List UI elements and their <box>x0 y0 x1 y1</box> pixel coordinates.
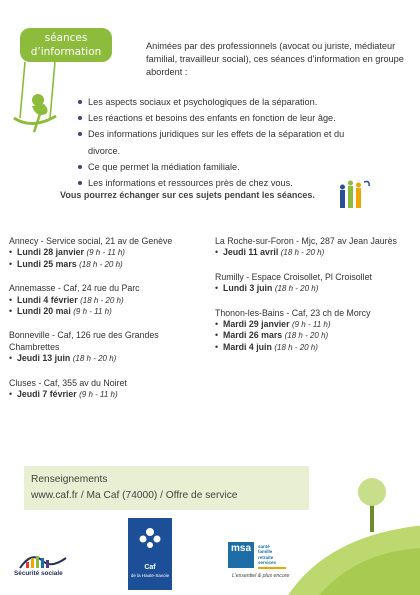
title-badge <box>20 28 112 62</box>
caf-label <box>128 564 172 580</box>
session-date: • Jeudi 11 avril (18 h - 20 h) <box>215 247 415 258</box>
caf-name: Caf <box>144 564 156 571</box>
place-name: Bonneville - Caf, 126 rue des Grandes Chambrettes <box>9 330 159 352</box>
list-item: Les réactions et besoins des enfants en fonction de leur âge. <box>78 110 378 126</box>
session-rumilly <box>215 272 415 295</box>
session-cluses <box>9 378 209 401</box>
place-name: Cluses - Caf, 355 av du Noiret <box>9 377 127 388</box>
session-annecy <box>9 236 209 270</box>
hill-tree-illustration <box>285 470 420 595</box>
info-box <box>24 466 309 510</box>
msa-tagline: L’essentiel & plus encore <box>232 573 290 579</box>
session-date: • Jeudi 13 juin (18 h - 20 h) <box>9 353 209 364</box>
session-date: • Mardi 26 mars (18 h - 20 h) <box>215 330 415 341</box>
list-item: Ce que permet la médiation familiale. <box>78 159 378 175</box>
place-name: La Roche-sur-Foron - Mjc, 287 av Jean Jaurès <box>215 236 397 246</box>
session-date: • Lundi 25 mars (18 h - 20 h) <box>9 259 209 270</box>
place-name: Rumilly - Espace Croisollet, Pl Croisollet <box>215 271 372 282</box>
list-item: Les aspects sociaux et psychologiques de la séparation. <box>78 94 378 110</box>
session-annemasse <box>9 283 209 317</box>
session-thonon <box>215 308 415 354</box>
caf-subtitle: de la Haute-Savoie <box>130 573 170 578</box>
place-name: Thonon-les-Bains - Caf, 23 ch de Morcy <box>215 307 371 318</box>
session-date: • Mardi 29 janvier (9 h - 11 h) <box>215 319 415 330</box>
session-date: • Lundi 20 mai (9 h - 11 h) <box>9 306 209 317</box>
session-la-roche <box>215 236 415 259</box>
msa-lines: santé famille retraite services <box>258 544 277 565</box>
session-date: • Lundi 3 juin (18 h - 20 h) <box>215 283 415 294</box>
caf-emblem-icon <box>136 524 164 554</box>
list-item: Des informations juridiques sur les effets de la séparation et du divorce. <box>78 126 378 158</box>
place-name: Annemasse - Caf, 24 rue du Parc <box>9 283 140 294</box>
session-date: • Mardi 4 juin (18 h - 20 h) <box>215 342 415 353</box>
sessions-left <box>9 236 209 413</box>
session-date: • Lundi 4 février (18 h - 20 h) <box>9 295 209 306</box>
session-date: • Lundi 28 janvier (9 h - 11 h) <box>9 247 209 258</box>
title-line-2: d’information <box>30 46 102 58</box>
session-bonneville <box>9 330 209 364</box>
info-link[interactable]: www.caf.fr / Ma Caf (74000) / Offre de service <box>31 489 238 501</box>
exchange-text: Vous pourrez échanger sur ces sujets pendant les séances. <box>60 190 315 200</box>
list-item: Les informations et ressources près de chez vous. <box>78 175 378 191</box>
msa-bar <box>258 567 286 569</box>
msa-logo: msa <box>228 542 254 568</box>
securite-sociale-logo <box>12 540 76 584</box>
securite-sociale-label: Sécurité sociale <box>14 570 63 577</box>
people-illustration <box>336 178 376 214</box>
info-heading: Renseignements <box>31 474 108 485</box>
intro-text: Animées par des professionnels (avocat ou juriste, médiateur familial, travailleur social), ces séances d’information en groupe abordent : <box>146 41 404 77</box>
title-line-1: séances <box>44 32 88 44</box>
place-name: Annecy - Service social, 21 av de Genève <box>9 236 173 246</box>
topics-list <box>78 94 378 191</box>
sessions-right <box>215 236 415 366</box>
session-date: • Jeudi 7 février (9 h - 11 h) <box>9 389 209 400</box>
